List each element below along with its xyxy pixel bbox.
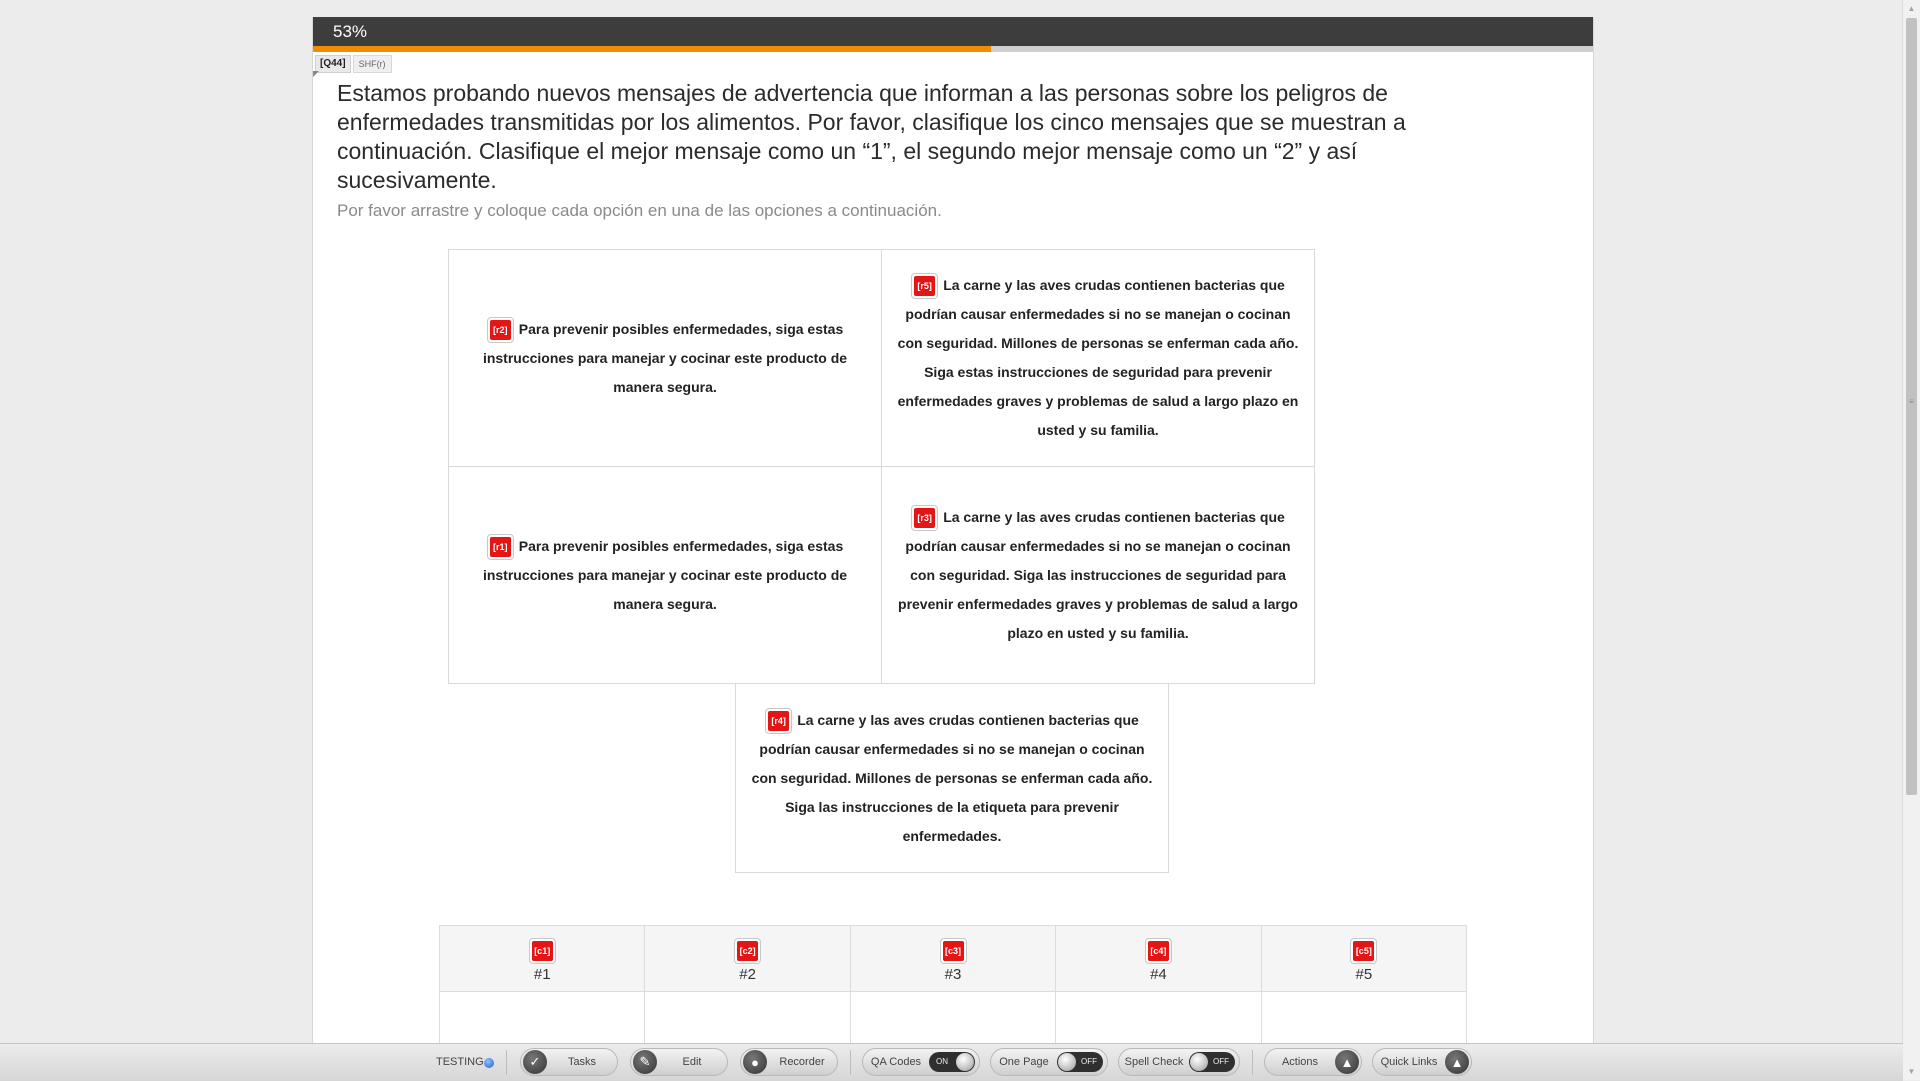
rank-code-badge: [c2]: [734, 938, 761, 964]
scroll-up-icon[interactable]: ▲: [1907, 4, 1916, 13]
qa-codes-label: QA Codes: [870, 1056, 922, 1068]
question-tags: [315, 55, 392, 73]
rank-header: [1056, 926, 1260, 992]
rank-code-badge: [c1]: [529, 938, 556, 964]
edit-label: Edit: [682, 1056, 702, 1068]
option-code-badge: [r5]: [911, 273, 938, 299]
option-card-r3[interactable]: [881, 466, 1315, 684]
toolbar-divider: [1252, 1050, 1253, 1075]
rank-code-badge: [c5]: [1350, 938, 1377, 964]
rank-code-badge: [c4]: [1145, 938, 1172, 964]
instruction-text: Por favor arrastre y coloque cada opción en una de las opciones a continuación.: [337, 201, 942, 220]
grip-icon: ≡: [1909, 397, 1914, 406]
one-page-state: OFF: [1081, 1057, 1097, 1066]
survey-page: [312, 17, 1594, 1080]
option-code-badge: [r2]: [487, 317, 514, 343]
scrollbar-thumb[interactable]: [1906, 18, 1917, 795]
qa-codes-toggle[interactable]: [862, 1048, 980, 1076]
option-card-r2[interactable]: [448, 249, 882, 467]
option-text: La carne y las aves crudas contienen bacterias que podrían causar enfermedades si no se manejan o cocinan con seguridad. Millones de personas se enferman cada año. Siga estas instrucciones de seguridad para prevenir enfermedades graves y problemas de salud a largo plazo en usted y su familia.: [897, 277, 1299, 438]
option-text: La carne y las aves crudas contienen bacterias que podrían causar enfermedades si no se manejan o cocinan con seguridad. Siga las instrucciones de seguridad para prevenir enfermedades graves y problemas de salud a largo plazo en usted y su familia.: [898, 508, 1298, 641]
spell-check-toggle[interactable]: [1118, 1048, 1240, 1076]
rank-label: #3: [944, 966, 962, 983]
one-page-toggle[interactable]: [990, 1048, 1108, 1076]
rank-label: #5: [1355, 966, 1373, 983]
rank-header: [1262, 926, 1466, 992]
actions-button[interactable]: [1264, 1048, 1362, 1076]
rank-header: [440, 926, 644, 992]
rank-label: #2: [739, 966, 756, 983]
edit-button[interactable]: [630, 1048, 728, 1076]
progress-fill: [313, 46, 991, 52]
actions-label: Actions: [1281, 1056, 1319, 1068]
recorder-button[interactable]: [740, 1048, 838, 1076]
toolbar-divider: [506, 1050, 507, 1075]
option-text: La carne y las aves crudas contienen bacterias que podrían causar enfermedades si no se manejan o cocinan con seguridad. Millones de personas se enferman cada año. Siga las instrucciones de la etiqueta para prevenir enfermedades.: [751, 711, 1153, 844]
rank-header: [851, 926, 1055, 992]
option-card-r5[interactable]: [881, 249, 1315, 467]
check-icon: ✓: [523, 1050, 547, 1074]
one-page-switch[interactable]: [1057, 1052, 1103, 1072]
rank-label: #4: [1150, 966, 1167, 983]
qa-codes-state: ON: [936, 1057, 948, 1066]
qa-codes-switch[interactable]: [929, 1052, 975, 1072]
option-code-badge: [r3]: [911, 505, 938, 531]
tasks-button[interactable]: [520, 1048, 618, 1076]
rank-header: [645, 926, 849, 992]
tasks-label: Tasks: [567, 1056, 597, 1068]
rank-code-badge: [c3]: [940, 938, 967, 964]
testing-status-icon: [484, 1058, 494, 1068]
bottom-toolbar: [0, 1043, 1903, 1081]
option-code-badge: [r4]: [765, 708, 792, 734]
quick-links-label: Quick Links: [1380, 1056, 1438, 1068]
page-scrollbar[interactable]: [1902, 0, 1920, 1080]
one-page-label: One Page: [999, 1056, 1049, 1068]
progress-label: 53%: [333, 22, 368, 41]
edit-icon: ✎: [633, 1050, 657, 1074]
recorder-label: Recorder: [779, 1056, 825, 1068]
option-card-r1[interactable]: [448, 466, 882, 684]
triangle-up-icon: ▲: [1335, 1050, 1359, 1074]
spell-check-state: OFF: [1213, 1057, 1229, 1066]
question-id: [Q44]: [315, 55, 351, 73]
spell-check-switch[interactable]: [1189, 1052, 1235, 1072]
spell-check-label: Spell Check: [1124, 1056, 1184, 1068]
option-text: Para prevenir posibles enfermedades, siga estas instrucciones para manejar y cocinar este producto de manera segura.: [482, 537, 848, 612]
testing-label: TESTING: [436, 1056, 484, 1068]
question-marker-icon: [313, 71, 319, 77]
scroll-down-icon[interactable]: ▼: [1907, 1067, 1916, 1076]
toolbar-divider: [850, 1050, 851, 1075]
question-tag: SHF(r): [353, 55, 392, 73]
recorder-icon: ●: [743, 1050, 767, 1074]
rank-label: #1: [533, 966, 551, 983]
progress-header: [313, 17, 1593, 46]
question-text: Estamos probando nuevos mensajes de advertencia que informan a las personas sobre los peligros de enfermedades transmitidas por los alimentos. Por favor, clasifique los cinco mensajes que se muestran a continuación. Clasifique el mejor mensaje como un “1”, el segundo mejor mensaje como un “2” y así sucesivamente.: [337, 80, 1406, 193]
option-card-r4[interactable]: [735, 683, 1169, 873]
quick-links-button[interactable]: [1372, 1048, 1472, 1076]
triangle-up-icon: ▲: [1445, 1050, 1469, 1074]
option-text: Para prevenir posibles enfermedades, siga estas instrucciones para manejar y cocinar este producto de manera segura.: [482, 320, 848, 395]
option-code-badge: [r1]: [487, 534, 514, 560]
progress-bar: [313, 46, 1593, 52]
